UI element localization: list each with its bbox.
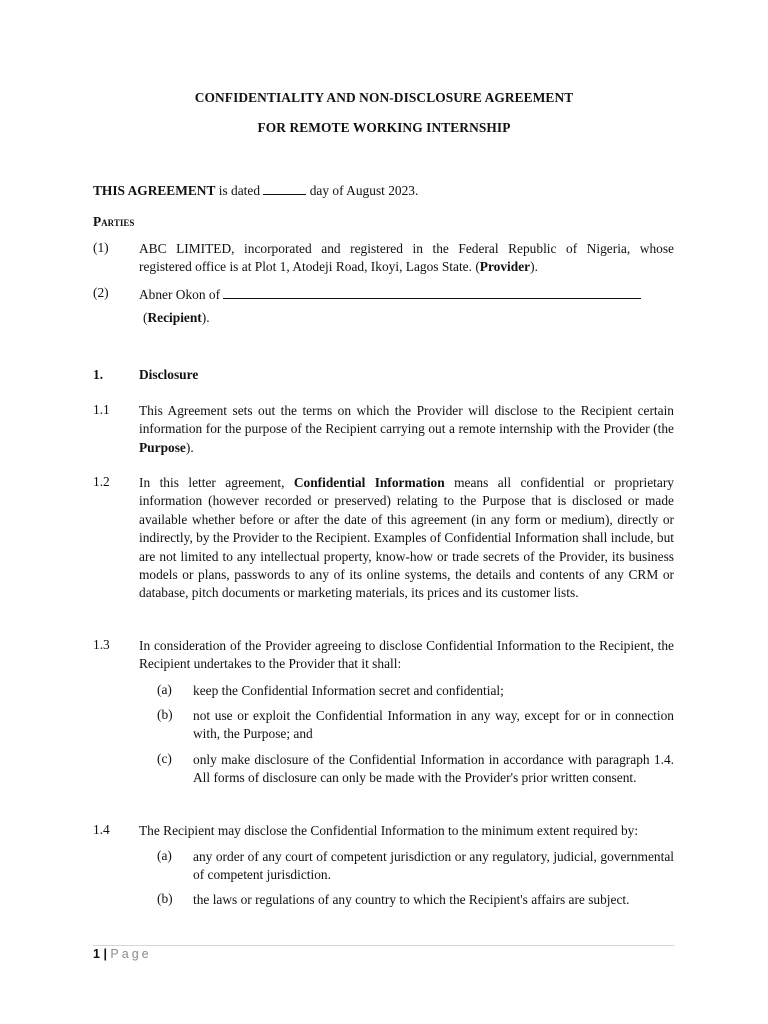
clause-1-1-body: This Agreement sets out the terms on which the Provider will disclose to the Recipient certain information for the purpose of the Recipient carrying out a remote internship with the Provider (the: [139, 403, 674, 437]
agreement-lead: THIS AGREEMENT: [93, 183, 216, 198]
clause-1-3-b-label: (b): [157, 707, 173, 722]
is-dated-text: is dated: [215, 183, 264, 198]
section-1-number: 1.: [93, 367, 104, 382]
parties-heading: Parties: [93, 214, 135, 229]
clause-1-3-b-text: not use or exploit the Confidential Information in any way, except for or in connection with, the Purpose; and: [193, 708, 674, 742]
party-1-line-2: [139, 259, 674, 275]
clause-1-2-text: [139, 474, 674, 603]
clause-1-4-number: 1.4: [93, 822, 110, 837]
page-footer: [93, 947, 152, 961]
document-subtitle: FOR REMOTE WORKING INTERNSHIP: [257, 120, 511, 135]
date-rest-text: day of August 2023.: [306, 183, 419, 198]
party-1-address: registered office is at Plot 1, Atodeji Road, Ikoyi, Lagos State. (: [139, 259, 480, 274]
purpose-label: Purpose: [139, 439, 186, 455]
section-1-heading: Disclosure: [139, 367, 199, 382]
clause-1-2-number: 1.2: [93, 474, 110, 489]
party-1-line-1: ABC LIMITED, incorporated and registered in the Federal Republic of Nigeria, whose: [139, 241, 674, 256]
footer-separator: |: [103, 947, 107, 961]
recipient-line: [143, 310, 210, 326]
clause-1-3-c-text: only make disclosure of the Confidential Information in accordance with paragraph 1.4. All forms of disclosure can only be made with the Provider's prior written consent.: [193, 752, 674, 786]
document-title: CONFIDENTIALITY AND NON-DISCLOSURE AGREEMENT: [194, 90, 574, 105]
clause-1-4-a-label: (a): [157, 848, 172, 863]
party-2-number: (2): [93, 285, 109, 300]
confidential-information-label: Confidential Information: [293, 475, 445, 490]
page-word: Page: [110, 947, 152, 961]
recipient-open: (: [143, 310, 148, 325]
provider-label: Provider: [479, 259, 531, 274]
agreement-date-line: [93, 181, 418, 199]
clause-1-3-number: 1.3: [93, 637, 110, 652]
clause-1-1-number: 1.1: [93, 402, 110, 417]
party-2-name: Abner Okon of: [139, 287, 224, 302]
clause-1-4-b-label: (b): [157, 891, 173, 906]
party-2-address-blank: [223, 285, 641, 299]
clause-1-4-a-text: any order of any court of competent jurisdiction or any regulatory, judicial, governmental of competent jurisdiction.: [193, 849, 674, 883]
clause-1-4-text: The Recipient may disclose the Confidential Information to the minimum extent required by:: [139, 823, 639, 838]
party-1-close: ).: [530, 259, 538, 274]
clause-1-2-body: means all confidential or proprietary information (however recorded or preserved) relating to the Purpose that is disclosed or made available whether before or after the date of this agreement (in any form or medium), directly or indirectly, by the Provider to the Recipient. Examples of Confidential Information shall include, but are not limited to any intellectual property, know-how or trade secrets of the Provider, its business models or plans, passwords to any of its online systems, the details and contents of any CRM or database, pitch documents or marketing materials, its prices and its customer lists.: [139, 475, 675, 601]
party-1-number: (1): [93, 240, 109, 255]
clause-1-3-c-label: (c): [157, 751, 172, 766]
date-blank: [263, 181, 306, 195]
recipient-label: Recipient: [147, 310, 202, 325]
clause-1-1-text: [139, 402, 674, 457]
clause-1-3-text: In consideration of the Provider agreeing to disclose Confidential Information to the Recipient, the Recipient undertakes to the Provider that it shall:: [139, 638, 674, 672]
footer-rule: [93, 945, 674, 946]
clause-1-3-a-label: (a): [157, 682, 172, 697]
clause-1-4-b-text: the laws or regulations of any country to which the Recipient's affairs are subject.: [193, 892, 630, 907]
page-number: 1: [93, 947, 100, 961]
recipient-close: ).: [201, 310, 210, 325]
clause-1-1-close: ).: [185, 439, 194, 455]
clause-1-3-a-text: keep the Confidential Information secret and confidential;: [193, 683, 504, 698]
party-2-line: [139, 285, 641, 303]
clause-1-2-intro: In this letter agreement,: [139, 475, 294, 490]
